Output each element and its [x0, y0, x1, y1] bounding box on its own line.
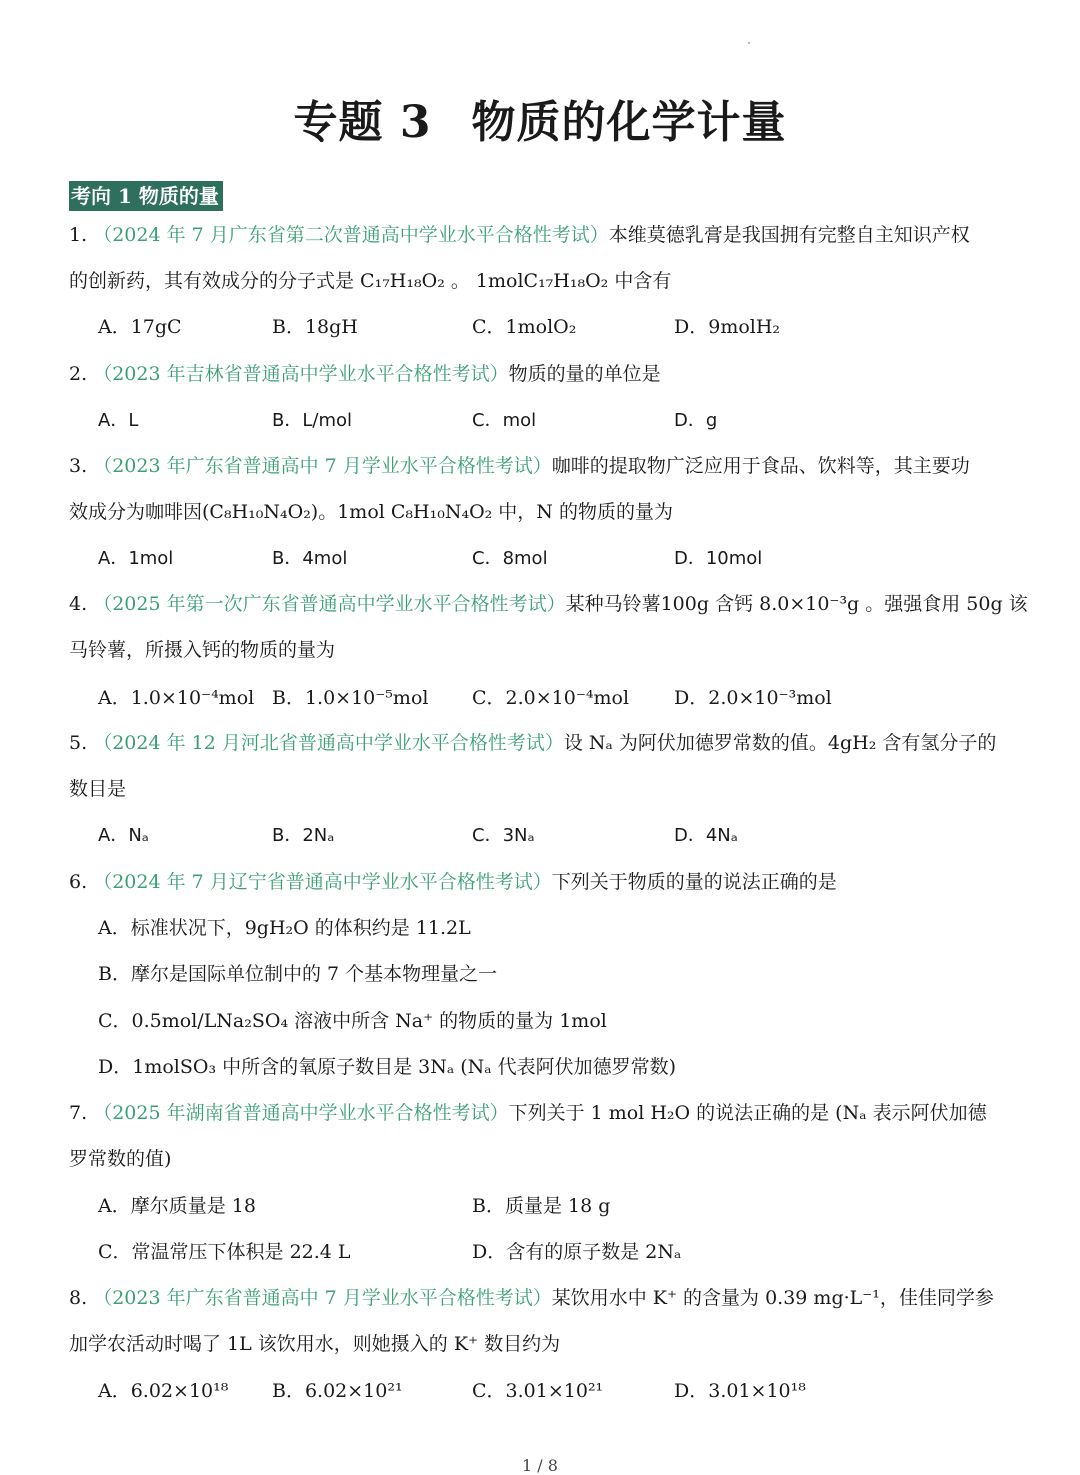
q3-option-a: A．1mol — [98, 548, 174, 569]
q6-option-b: B．摩尔是国际单位制中的 7 个基本物理量之一 — [98, 963, 498, 985]
q7-option-a: A．摩尔质量是 18 — [98, 1195, 256, 1217]
q4-option-d: D．2.0×10⁻³mol — [674, 687, 832, 709]
q5-text-line1: 设 Nₐ 为阿伏加德罗常数的值。4gH₂ 含有氢分子的 — [563, 732, 997, 754]
q3-option-b: B．4mol — [272, 548, 348, 569]
q8-option-c: C．3.01×10²¹ — [472, 1380, 604, 1402]
q1-text-line1: 本维莫德乳膏是我国拥有完整自主知识产权 — [608, 224, 970, 246]
q5-option-c: C．3Nₐ — [472, 825, 535, 846]
title-topic-name: 物质的化学计量 — [471, 97, 787, 148]
q8-source: （2023 年广东省普通高中 7 月学业水平合格性考试） — [93, 1287, 552, 1309]
q5-option-b: B．2Nₐ — [272, 825, 335, 846]
q3-source: （2023 年广东省普通高中 7 月学业水平合格性考试） — [93, 455, 552, 477]
q1-option-a: A．17gC — [98, 316, 182, 338]
q4-option-c: C．2.0×10⁻⁴mol — [472, 687, 630, 709]
q7-option-b: B．质量是 18 g — [472, 1195, 611, 1217]
question-1 — [69, 220, 970, 250]
q3-option-c: C．8mol — [472, 548, 548, 569]
q8-text-line1: 某饮用水中 K⁺ 的含量为 0.39 mg·L⁻¹，佳佳同学参 — [551, 1287, 994, 1309]
q2-option-c: C．mol — [472, 410, 537, 431]
q2-option-a: A．L — [98, 410, 139, 431]
q1-text-line2a: 的创新药，其有效成分的分子式是 C₁₇H₁₈O₂ 。 — [69, 270, 470, 292]
q4-option-a: A．1.0×10⁻⁴mol — [98, 687, 255, 709]
q2-option-d: D．g — [674, 410, 718, 431]
q3-text-line2: 效成分为咖啡因(C₈H₁₀N₄O₂)。1mol C₈H₁₀N₄O₂ 中，N 的物质的量为 — [69, 501, 673, 523]
q6-option-a: A．标准状况下，9gH₂O 的体积约是 11.2L — [98, 917, 471, 939]
q4-option-b: B．1.0×10⁻⁵mol — [272, 687, 429, 709]
q5-text-line2: 数目是 — [69, 778, 127, 800]
q8-number: 8. — [69, 1287, 88, 1309]
q8-text-line2: 加学农活动时喝了 1L 该饮用水，则她摄入的 K⁺ 数目约为 — [69, 1333, 561, 1355]
q2-option-b: B．L/mol — [272, 410, 352, 431]
q7-source: （2025 年湖南省普通高中学业水平合格性考试） — [93, 1102, 509, 1124]
q4-text-line1: 某种马铃薯100g 含钙 8.0×10⁻³g 。强强食用 50g 该 — [565, 593, 1028, 615]
section-heading: 考向 1 物质的量 — [69, 181, 223, 211]
page-title — [0, 86, 1080, 156]
page-number: 1 / 8 — [522, 1456, 558, 1475]
question-3 — [69, 451, 970, 481]
q8-option-b: B．6.02×10²¹ — [272, 1380, 403, 1402]
q8-option-a: A．6.02×10¹⁸ — [98, 1380, 229, 1402]
q1-option-c: C．1molO₂ — [472, 316, 577, 338]
q3-text-line1: 咖啡的提取物广泛应用于食品、饮料等，其主要功 — [551, 455, 970, 477]
q7-text-line2: 罗常数的值) — [69, 1148, 172, 1170]
q7-text-line1: 下列关于 1 mol H₂O 的说法正确的是 (Nₐ 表示阿伏加德 — [508, 1102, 987, 1124]
title-topic-number: 专题 3 — [293, 97, 432, 148]
question-2 — [69, 359, 661, 389]
question-4 — [69, 589, 1028, 619]
q5-option-a: A．Nₐ — [98, 825, 149, 846]
q2-text-line1: 物质的量的单位是 — [508, 363, 661, 385]
q3-option-d: D．10mol — [674, 548, 763, 569]
q2-number: 2. — [69, 363, 88, 385]
q6-text-line1: 下列关于物质的量的说法正确的是 — [551, 871, 837, 893]
q4-text-line2: 马铃薯，所摄入钙的物质的量为 — [69, 639, 336, 661]
scan-speck — [748, 42, 750, 44]
question-7 — [69, 1098, 987, 1128]
q2-source: （2023 年吉林省普通高中学业水平合格性考试） — [93, 363, 509, 385]
q5-option-d: D．4Nₐ — [674, 825, 738, 846]
q5-source: （2024 年 12 月河北省普通高中学业水平合格性考试） — [93, 732, 564, 754]
q7-option-c: C．常温常压下体积是 22.4 L — [98, 1241, 351, 1263]
question-5 — [69, 728, 996, 758]
q1-text-line2b: 1molC₁₇H₁₈O₂ 中含有 — [475, 270, 672, 292]
q1-option-b: B．18gH — [272, 316, 358, 338]
question-8 — [69, 1283, 994, 1313]
q5-number: 5. — [69, 732, 88, 754]
q8-option-d: D．3.01×10¹⁸ — [674, 1380, 806, 1402]
q1-number: 1. — [69, 224, 88, 246]
q6-number: 6. — [69, 871, 88, 893]
q3-number: 3. — [69, 455, 88, 477]
q7-number: 7. — [69, 1102, 88, 1124]
q6-source: （2024 年 7 月辽宁省普通高中学业水平合格性考试） — [93, 871, 552, 893]
question-6 — [69, 867, 837, 897]
q1-source: （2024 年 7 月广东省第二次普通高中学业水平合格性考试） — [93, 224, 609, 246]
q4-source: （2025 年第一次广东省普通高中学业水平合格性考试） — [93, 593, 566, 615]
q4-number: 4. — [69, 593, 88, 615]
q1-text-line2 — [69, 266, 671, 296]
q6-option-c: C．0.5mol/LNa₂SO₄ 溶液中所含 Na⁺ 的物质的量为 1mol — [98, 1010, 607, 1032]
q1-option-d: D．9molH₂ — [674, 316, 781, 338]
q6-option-d: D．1molSO₃ 中所含的氧原子数目是 3Nₐ (Nₐ 代表阿伏加德罗常数) — [98, 1056, 677, 1078]
q7-option-d: D．含有的原子数是 2Nₐ — [472, 1241, 682, 1263]
